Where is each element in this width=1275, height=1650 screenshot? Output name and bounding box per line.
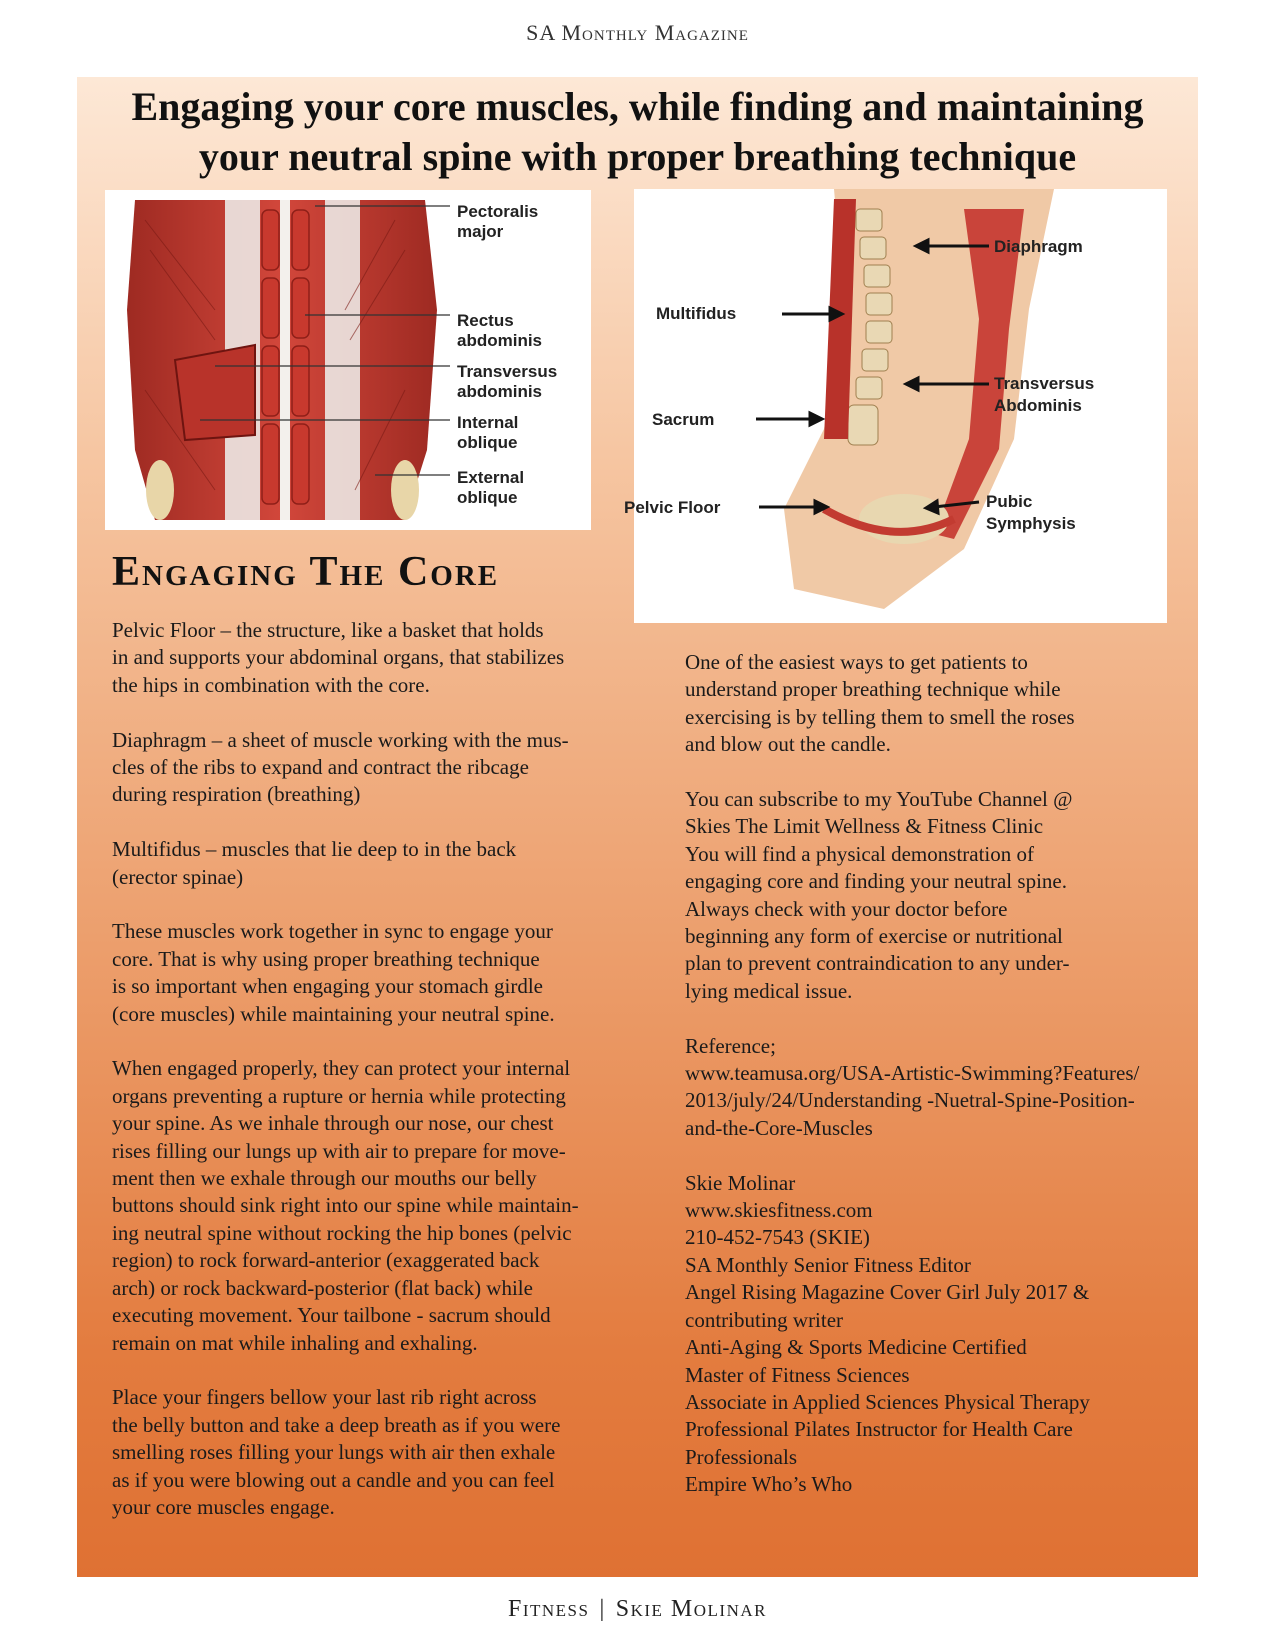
abdominal-muscles-illustration: [105, 190, 591, 530]
oblique-cutaway: [175, 345, 255, 440]
footer-separator: |: [599, 1596, 606, 1622]
paragraph-reference: Reference; www.teamusa.org/USA-Artistic-Swimming?Features/ 2013/july/24/Understanding -Nuetral-Spine-Position- and-the-Core-Muscles: [685, 1033, 1140, 1140]
paragraph-breathing-tip: One of the easiest ways to get patients to understand proper breathing technique while exercising is by telling them to smell the roses and blow out the candle.: [685, 650, 1075, 757]
right-column: [685, 649, 1205, 1526]
label-transversus-abdominis: Transversus Abdominis: [994, 374, 1095, 415]
magazine-header: SA Monthly Magazine: [526, 20, 749, 45]
label-pubic-symphysis: Pubic Symphysis: [986, 492, 1076, 533]
abdominal-muscles-figure: [105, 190, 591, 530]
headline-line-1: Engaging your core muscles, while finding and maintaining: [131, 84, 1144, 129]
paragraph-engaged-properly: When engaged properly, they can protect your internal organs preventing a rupture or hernia while protecting your spine. As we inhale through our nose, our chest rises filling our lungs up with air to prepare for move- ment then we exhale through our mouths our belly buttons should sink right into our spine while maintain- ing neutral spine without rocking the hip bones (pelvic region) to rock forward-anterior (exaggerated back arch) or rock backward-posterior (flat back) while executing movement. Your tailbone - sacrum should remain on mat while inhaling and exhaling.: [112, 1056, 579, 1355]
headline: [77, 82, 1198, 182]
label-sacrum: Sacrum: [652, 410, 715, 429]
right-fascia: [325, 200, 360, 520]
left-column: [112, 617, 632, 1549]
label-pectoralis: Pectoralis major: [457, 202, 539, 241]
label-transversus: Transversus abdominis: [457, 362, 558, 401]
paragraph-diaphragm: Diaphragm – a sheet of muscle working with the mus- cles of the ribs to expand and contract the ribcage during respiration (breathing): [112, 727, 569, 807]
author-bio: Skie Molinar www.skiesfitness.com 210-452-7543 (SKIE) SA Monthly Senior Fitness Editor Angel Rising Magazine Cover Girl July 2017 & contributing writer Anti-Aging & Sports Medicine Certified Master of Fitness Sciences Associate in Applied Sciences Physical Therapy Professional Pilates Instructor for Health Care Professionals Empire Who’s Who: [685, 1170, 1090, 1497]
footer-author: Skie Molinar: [615, 1596, 767, 1622]
spine-side-view-figure: [624, 189, 1167, 623]
linea-alba: [280, 200, 290, 520]
label-multifidus: Multifidus: [656, 304, 737, 323]
left-hip-bone: [146, 460, 174, 520]
label-diaphragm: Diaphragm: [994, 237, 1083, 256]
paragraph-place-fingers: Place your fingers bellow your last rib right across the belly button and take a deep breath as if you were smelling roses filling your lungs with air then exhale as if you were blowing out a candle and you can feel your core muscles engage.: [112, 1385, 561, 1519]
footer-section: Fitness: [507, 1596, 590, 1622]
label-pelvic-floor: Pelvic Floor: [624, 498, 721, 517]
headline-line-2: your neutral spine with proper breathing technique: [198, 134, 1077, 179]
paragraph-youtube: You can subscribe to my YouTube Channel @ Skies The Limit Wellness & Fitness Clinic You will find a physical demonstration of engaging core and finding your neutral spine. Always check with your doctor before beginning any form of exercise or nutritional plan to prevent contraindication to any under- lying medical issue.: [685, 787, 1073, 1003]
section-title: Engaging The Core: [112, 549, 500, 595]
footer: [0, 1596, 1275, 1623]
label-external-oblique: External oblique: [457, 468, 525, 507]
label-rectus: Rectus abdominis: [457, 311, 543, 350]
spine-side-view-illustration: [624, 189, 1167, 623]
paragraph-multifidus: Multifidus – muscles that lie deep to in the back (erector spinae): [112, 837, 517, 889]
paragraph-pelvic-floor: Pelvic Floor – the structure, like a basket that holds in and supports your abdominal organs, that stabilizes the hips in combination with the core.: [112, 618, 565, 697]
right-hip-bone: [391, 460, 419, 520]
label-internal-oblique: Internal oblique: [457, 413, 519, 452]
paragraph-muscles-sync: These muscles work together in sync to engage your core. That is why using proper breathing technique is so important when engaging your stomach girdle (core muscles) while maintaining your neutral spine.: [112, 919, 555, 1026]
